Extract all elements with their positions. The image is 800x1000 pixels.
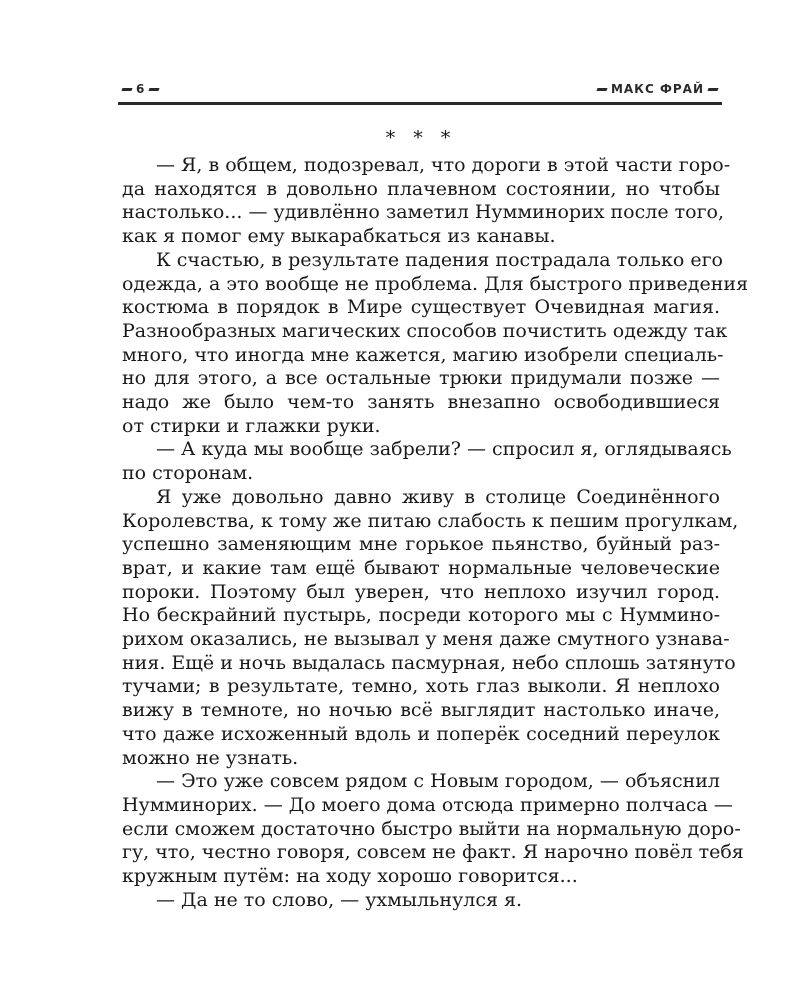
text-line: — Я, в общем, подозревал, что дороги в этой части горо- [156, 154, 731, 176]
text-line: Разнообразных магических способов почистить одежду так [122, 319, 728, 342]
section-separator: * * * [385, 127, 457, 149]
text-line: вижу в темноте, но ночью всё выглядит настолько иначе, [122, 699, 720, 722]
running-header [118, 80, 722, 105]
page-body [122, 122, 749, 913]
text-line: можно не узнать. [122, 746, 299, 769]
right-ornament-dash [596, 88, 607, 91]
text-line: тучами; в результате, темно, хоть глаз выколи. Я неплохо [122, 675, 720, 698]
text-line: надо же было чем-то занять внезапно освободившиеся [122, 391, 720, 414]
text-line: — Да не то слово, — ухмыльнулся я. [156, 888, 523, 911]
text-line: кружным путём: на ходу хорошо говорится... [122, 865, 578, 888]
text-line: да находятся в довольно плачевном состоянии, но чтобы [122, 177, 720, 200]
text-line: Нумминорих. — До моего дома отсюда примерно полчаса — [122, 793, 733, 816]
text-line: успешно заменяющим мне горькое пьянство, буйный раз- [122, 533, 720, 556]
text-line: рихом оказались, не вызывал у меня даже смутного узнава- [122, 628, 730, 651]
text-line: Я уже довольно давно живу в столице Соединённого [156, 485, 720, 508]
text-line: гу, что, честно говоря, совсем не факт. Я нарочно повёл тебя [122, 841, 744, 864]
text-line: одежда, а это вообще не проблема. Для быстрого приведения [122, 272, 749, 295]
left-ornament-dash [149, 88, 160, 91]
text-line: ния. Ещё и ночь выдалась пасмурная, небо сплошь затянуто [122, 651, 736, 674]
page-number: 6 [136, 82, 146, 96]
text-line: К счастью, в результате падения пострадала только его [156, 248, 723, 271]
text-line: — Это уже совсем рядом с Новым городом, — объяснил [156, 770, 720, 793]
text-line: как я помог ему выкарабкаться из канавы. [122, 225, 556, 248]
text-line: — А куда мы вообще забрели? — спросил я, оглядываясь [156, 438, 732, 461]
right-ornament-dash [707, 88, 718, 91]
text-lines [122, 154, 749, 913]
text-line: что даже исхоженный вдоль и поперёк соседний переулок [122, 722, 720, 745]
text-line: врат, и какие там ещё бывают нормальные человеческие [122, 556, 720, 579]
author-block [593, 82, 722, 96]
text-line: по сторонам. [122, 462, 254, 485]
text-line: настолько... — удивлённо заметил Нумминорих после того, [122, 201, 724, 224]
text-line: но для этого, а все остальные трюки придумали позже — [122, 367, 720, 390]
text-line: Но бескрайний пустырь, посреди которого мы с Нуммино- [122, 604, 720, 627]
page-number-block [118, 82, 163, 96]
text-line: костюма в порядок в Мире существует Очевидная магия. [122, 296, 720, 319]
text-line: много, что иногда мне кажется, магию изобрели специаль- [122, 343, 724, 366]
author-name: МАКС ФРАЙ [610, 82, 704, 96]
text-line: пороки. Поэтому был уверен, что неплохо изучил город. [122, 580, 720, 603]
text-line: Королевства, к тому же питаю слабость к пешим прогулкам, [122, 509, 739, 532]
text-line: если сможем достаточно быстро выйти на нормальную доро- [122, 817, 741, 840]
text-line: от стирки и глажки руки. [122, 414, 381, 437]
left-ornament-dash [121, 88, 132, 91]
